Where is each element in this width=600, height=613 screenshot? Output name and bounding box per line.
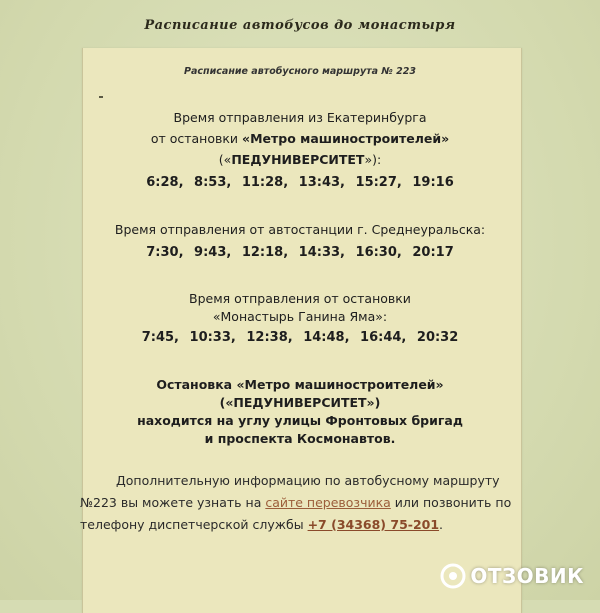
section1-times: 6:28, 8:53, 11:28, 13:43, 15:27, 19:16 <box>146 175 454 190</box>
section1-stop-line <box>0 131 600 147</box>
otzovik-logo-icon <box>439 562 467 590</box>
note-line-3: находится на углу улицы Фронтовых бригад <box>137 413 463 428</box>
section2-times: 7:30, 9:43, 12:18, 14:33, 16:30, 20:17 <box>146 245 454 260</box>
section1-alt-close: »): <box>364 152 382 167</box>
carrier-site-link[interactable]: сайте перевозчика <box>265 495 391 510</box>
info-text-3: . <box>439 517 444 532</box>
info-text-1: Дополнительную информацию по автобусному маршруту №223 вы можете узнать на <box>80 473 500 510</box>
section1-alt-open: (« <box>218 152 232 167</box>
info-text-2: или позвонить по телефону диспетчерской службы <box>80 495 512 532</box>
section3-stop: «Монастырь Ганина Яма»: <box>212 309 388 324</box>
otzovik-watermark <box>439 562 584 590</box>
route-title: Расписание автобусного маршрута № 223 <box>184 66 416 77</box>
section1-alt-name: ПЕДУНИВЕРСИТЕТ <box>231 152 365 167</box>
section1-alt-name-line <box>0 152 600 168</box>
note-line-2: («ПЕДУНИВЕРСИТЕТ») <box>219 395 381 410</box>
note-line-1: Остановка «Метро машиностроителей» <box>156 377 444 392</box>
info-paragraph <box>80 470 520 536</box>
page-header-title: Расписание автобусов до монастыря <box>144 18 456 33</box>
section3-times: 7:45, 10:33, 12:38, 14:48, 16:44, 20:32 <box>141 330 459 345</box>
note-line-4: и проспекта Космонавтов. <box>204 431 396 446</box>
section3-heading: Время отправления от остановки <box>189 291 411 306</box>
dispatcher-phone-link[interactable]: +7 (34368) 75-201 <box>307 517 440 532</box>
section1-stop-name: «Метро машиностроителей» <box>242 131 450 146</box>
section2-heading: Время отправления от автостанции г. Среднеуральска: <box>114 222 486 237</box>
watermark-text: ОТЗОВИК <box>470 564 584 588</box>
section1-heading: Время отправления из Екатеринбурга <box>173 110 427 125</box>
decorative-dash <box>99 96 103 98</box>
section1-stop-prefix: от остановки <box>150 131 243 146</box>
